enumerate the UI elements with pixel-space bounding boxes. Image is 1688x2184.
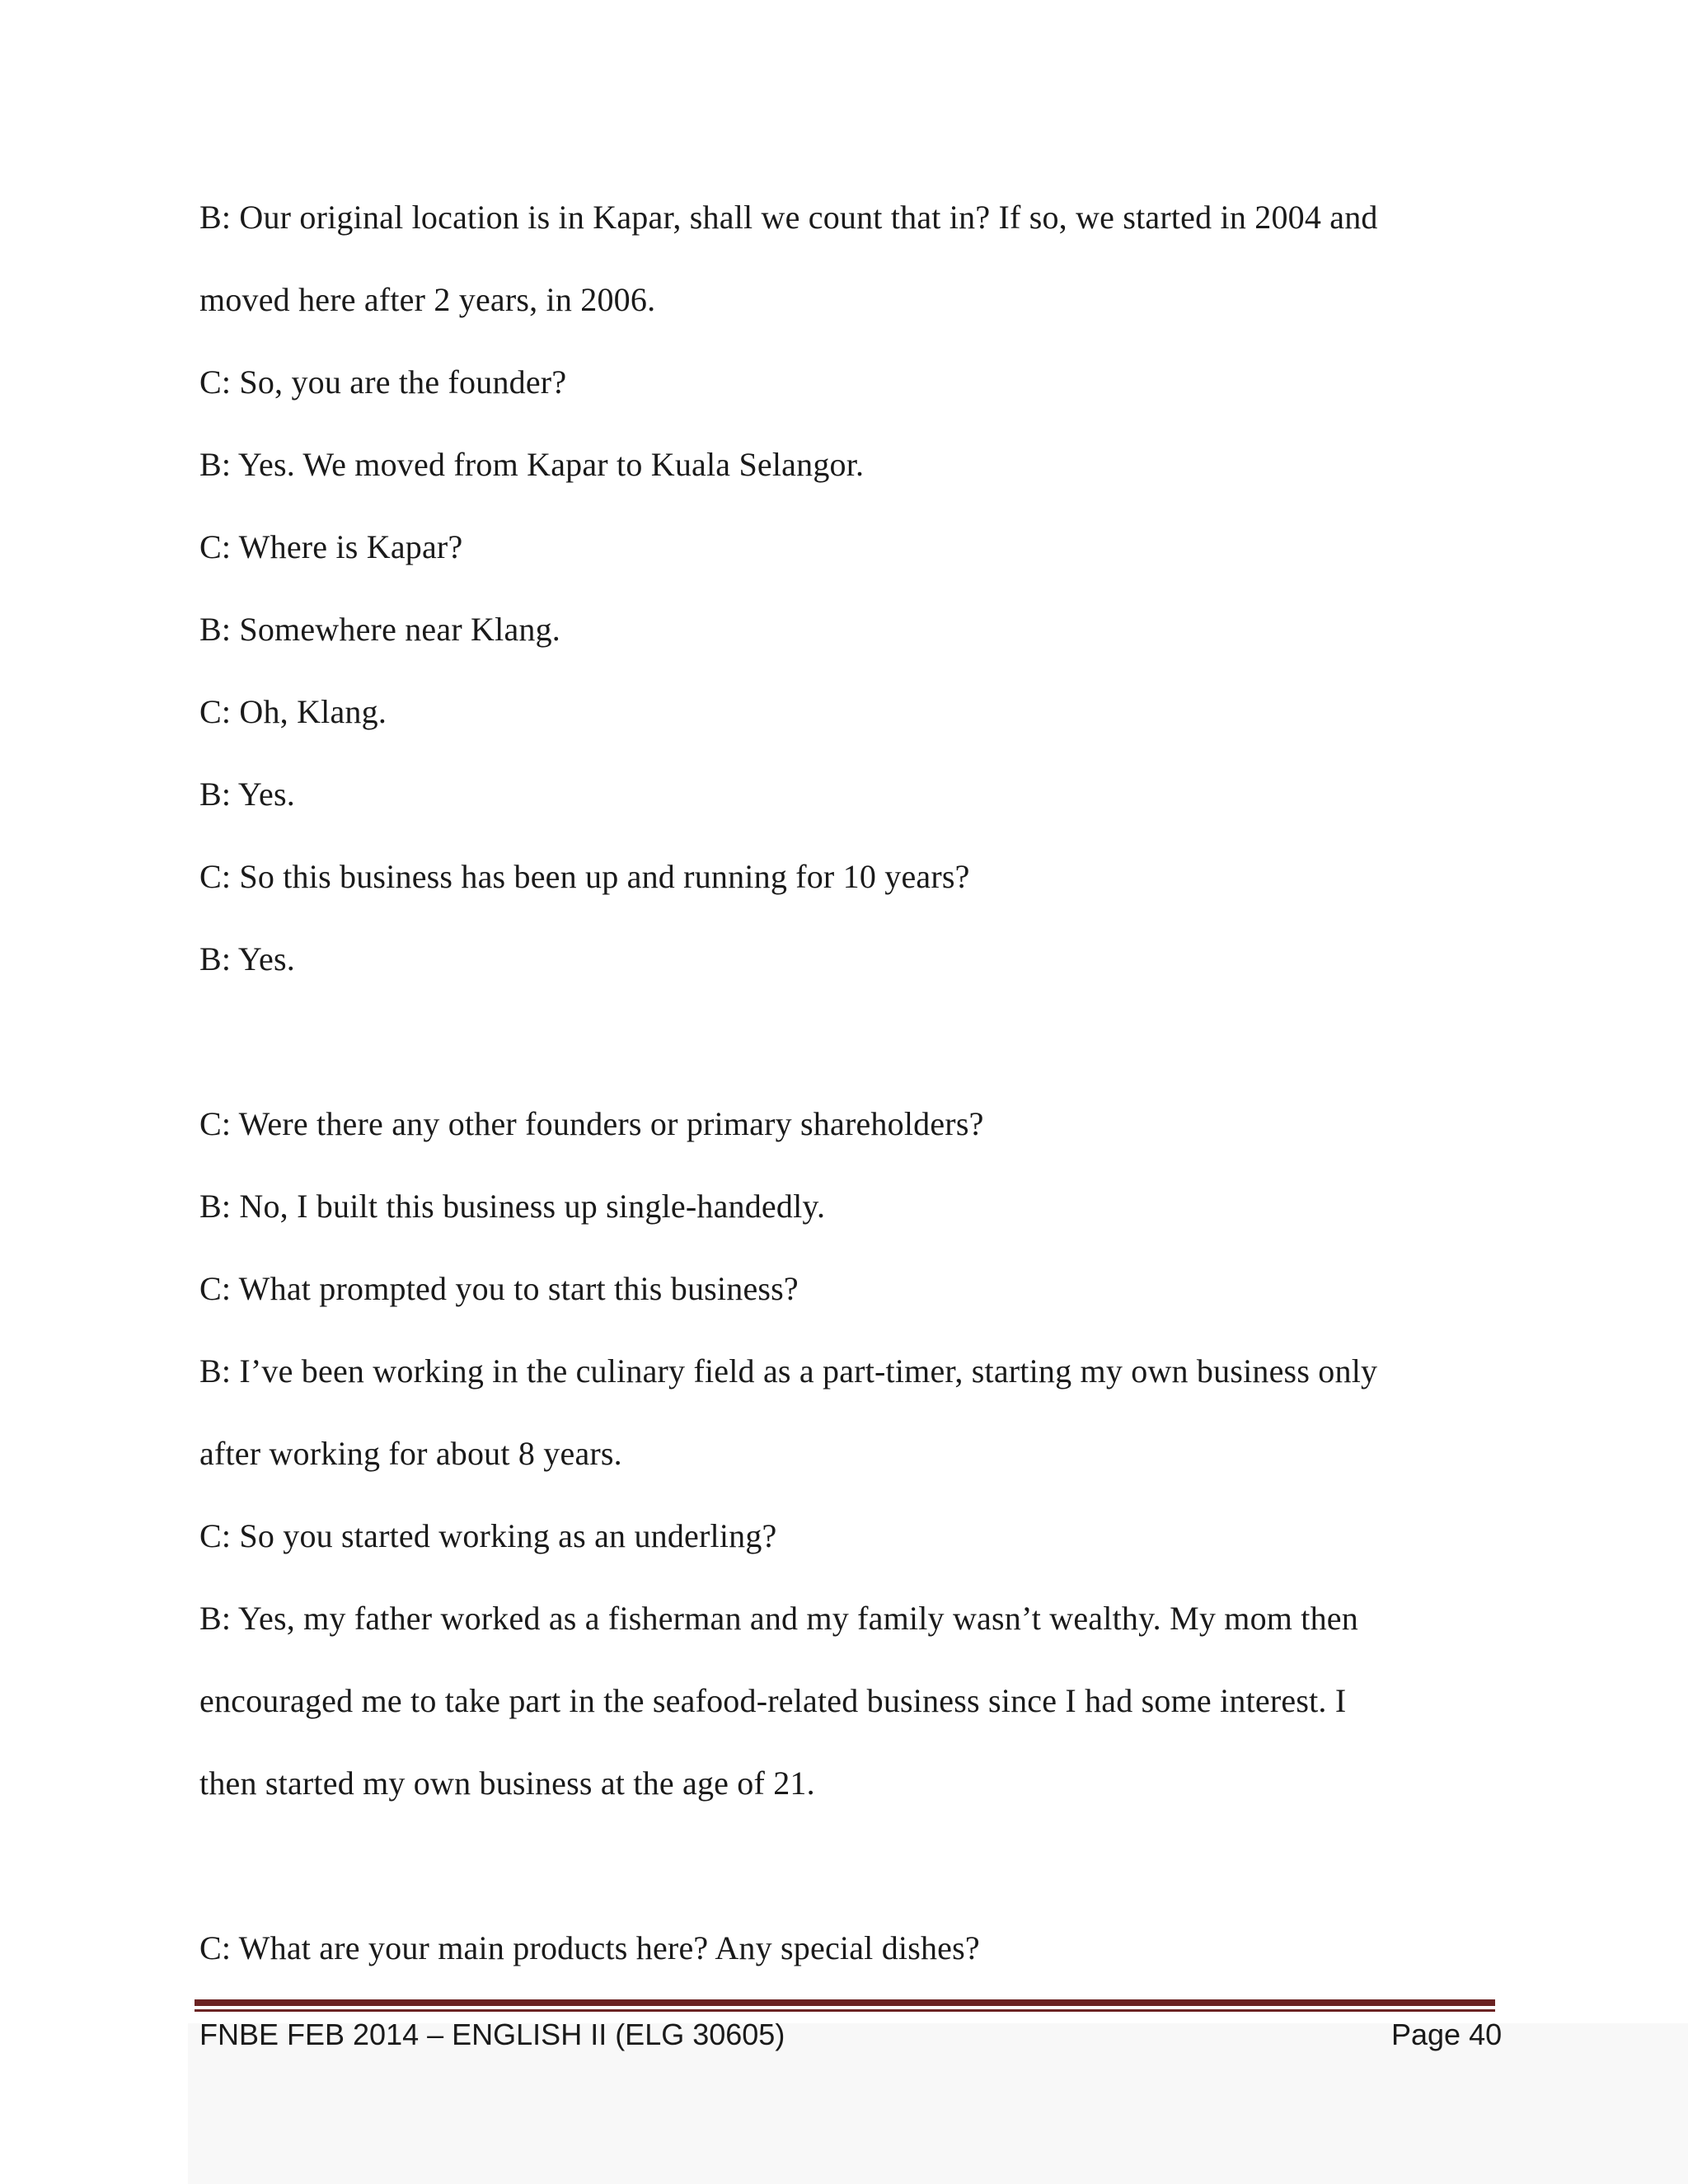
dialogue-line: B: No, I built this business up single-handedly. <box>199 1188 826 1225</box>
dialogue-line: C: So, you are the founder? <box>199 363 567 401</box>
dialogue-line: B: Yes. <box>199 776 295 813</box>
dialogue-line: C: Were there any other founders or primary shareholders? <box>199 1105 984 1142</box>
footer-rule-thin <box>195 2009 1495 2012</box>
dialogue-line: C: So this business has been up and running for 10 years? <box>199 858 970 895</box>
dialogue-line: C: What are your main products here? Any special dishes? <box>199 1929 980 1966</box>
dialogue-line: moved here after 2 years, in 2006. <box>199 281 656 318</box>
dialogue-line: B: I’ve been working in the culinary field as a part-timer, starting my own business only <box>199 1352 1378 1390</box>
page-number: Page 40 <box>1391 2018 1503 2051</box>
dialogue-line: B: Yes. We moved from Kapar to Kuala Selangor. <box>199 446 865 483</box>
dialogue-line: C: Where is Kapar? <box>199 528 463 565</box>
dialogue-line: C: So you started working as an underling? <box>199 1517 777 1554</box>
dialogue-line: B: Yes, my father worked as a fisherman and my family wasn’t wealthy. My mom then <box>199 1600 1358 1637</box>
dialogue-line: B: Our original location is in Kapar, shall we count that in? If so, we started in 2004 and <box>199 199 1378 236</box>
dialogue-line: then started my own business at the age of 21. <box>199 1765 815 1802</box>
dialogue-line: C: What prompted you to start this business? <box>199 1270 799 1307</box>
footer-rule <box>195 1999 1495 2006</box>
dialogue-line: C: Oh, Klang. <box>199 693 387 730</box>
footer-course: FNBE FEB 2014 – ENGLISH II (ELG 30605) <box>199 2018 785 2051</box>
dialogue-line: after working for about 8 years. <box>199 1435 622 1472</box>
dialogue-line: B: Yes. <box>199 940 295 977</box>
dialogue-line: B: Somewhere near Klang. <box>199 611 561 648</box>
dialogue-line: encouraged me to take part in the seafood-related business since I had some interest. I <box>199 1682 1347 1719</box>
